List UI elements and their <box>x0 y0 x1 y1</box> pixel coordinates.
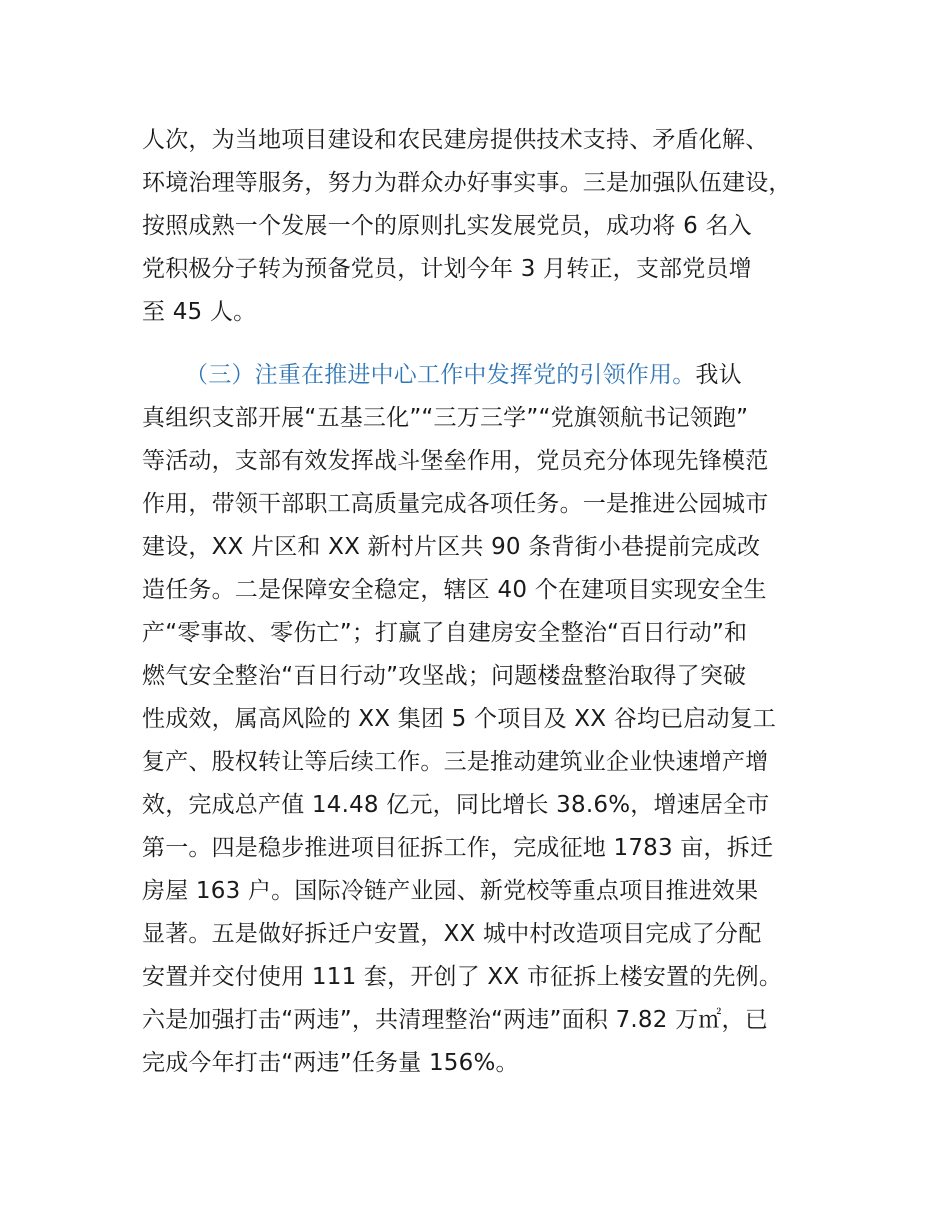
section-heading: （三）注重在推进中心工作中发挥党的引领作用。 <box>185 362 696 388</box>
text-line: 燃气安全整治“百日行动”攻坚战；问题楼盘整治取得了突破 <box>142 663 747 689</box>
text-line: 产“零事故、零伤亡”；打赢了自建房安全整治“百日行动”和 <box>142 620 748 646</box>
text-line: 完成今年打击“两违”任务量 156%。 <box>142 1050 519 1076</box>
text-line: 人次，为当地项目建设和农民建房提供技术支持、矛盾化解、 <box>142 127 769 153</box>
text-line: 按照成熟一个发展一个的原则扎实发展党员，成功将 6 名入 <box>142 213 752 239</box>
text-line: 效，完成总产值 14.48 亿元，同比增长 38.6%，增速居全市 <box>142 792 770 818</box>
text-line: 作用，带领干部职工高质量完成各项任务。一是推进公园城市 <box>142 491 769 517</box>
text-line: 第一。四是稳步推进项目征拆工作，完成征地 1783 亩，拆迁 <box>142 835 774 861</box>
text-line: 建设，XX 片区和 XX 新村片区共 90 条背街小巷提前完成改 <box>142 534 761 560</box>
text-line: 性成效，属高风险的 XX 集团 5 个项目及 XX 谷均已启动复工 <box>142 706 777 732</box>
heading-line-rest: 我认 <box>695 362 742 388</box>
text-line: 造任务。二是保障安全稳定，辖区 40 个在建项目实现安全生 <box>142 577 767 603</box>
text-line: 房屋 163 户。国际冷链产业园、新党校等重点项目推进效果 <box>142 878 759 904</box>
text-line: 显著。五是做好拆迁户安置，XX 城中村改造项目完成了分配 <box>142 921 762 947</box>
text-line: 真组织支部开展“五基三化”“三万三学”“党旗领航书记领跑” <box>142 405 749 431</box>
text-line: 等活动，支部有效发挥战斗堡垒作用，党员充分体现先锋模范 <box>142 448 769 474</box>
text-line: 六是加强打击“两违”，共清理整治“两违”面积 7.82 万㎡，已 <box>142 1007 768 1033</box>
text-line: 复产、股权转让等后续工作。三是推动建筑业企业快速增产增 <box>142 749 769 775</box>
text-line: 党积极分子转为预备党员，计划今年 3 月转正，支部党员增 <box>142 256 752 282</box>
section-heading-line <box>185 360 742 390</box>
text-line: 环境治理等服务，努力为群众办好事实事。三是加强队伍建设， <box>142 170 792 196</box>
text-line: 至 45 人。 <box>142 299 257 325</box>
text-line: 安置并交付使用 111 套，开创了 XX 市征拆上楼安置的先例。 <box>142 964 783 990</box>
